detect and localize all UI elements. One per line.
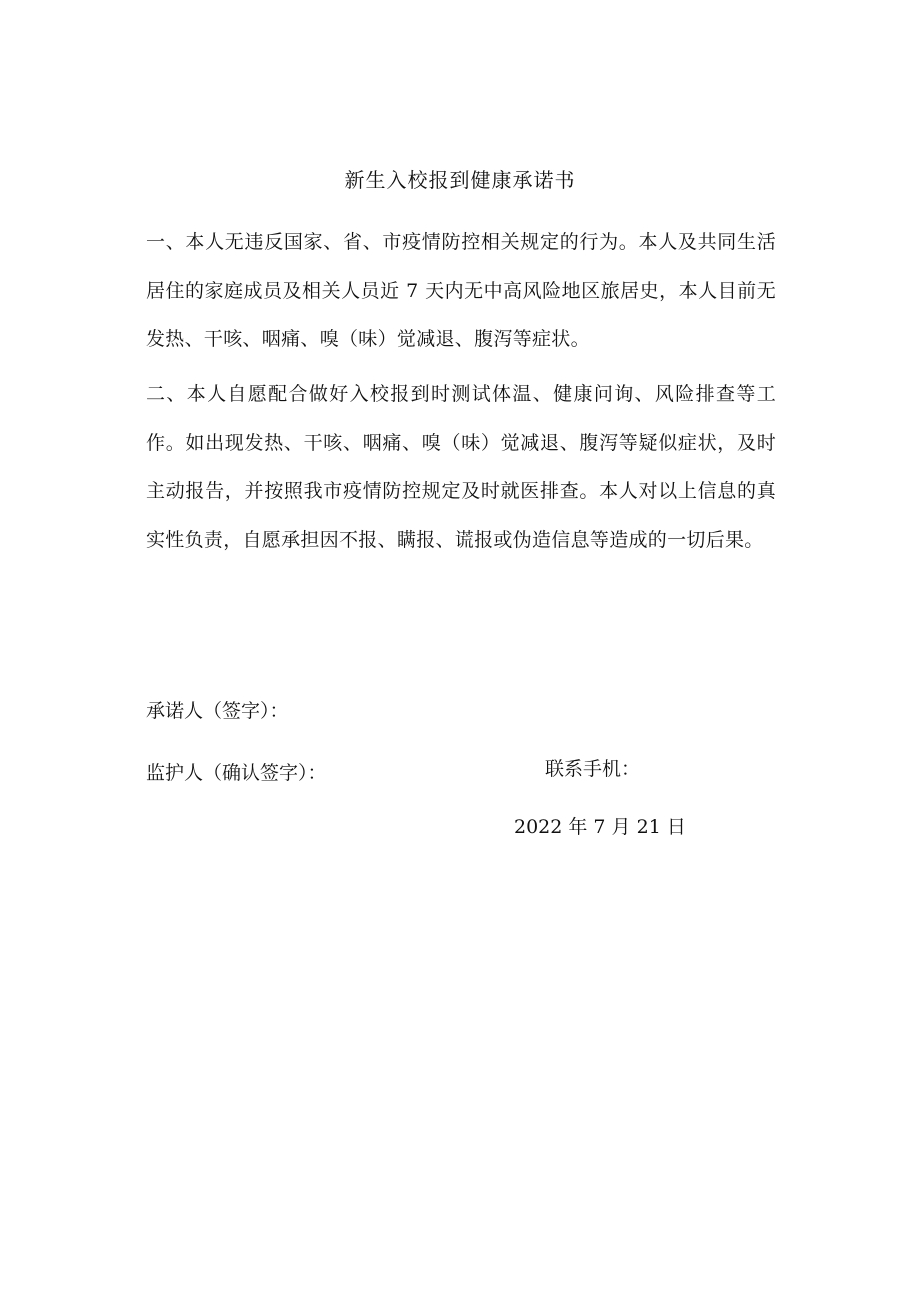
signing-date: 2022 年 7 月 21 日 — [514, 816, 686, 838]
commitment-paragraph-2: 二、本人自愿配合做好入校报到时测试体温、健康问询、风险排查等工作。如出现发热、干咳、咽痛、嗅（味）觉减退、腹泻等疑似症状，及时主动报告，并按照我市疫情防控规定及时就医排查。本人对以上信息的真实性负责，自愿承担因不报、瞒报、谎报或伪造信息等造成的一切后果。 — [146, 383, 776, 551]
promisor-signature-label: 承诺人（签字）： — [146, 700, 289, 722]
commitment-paragraph-1: 一、本人无违反国家、省、市疫情防控相关规定的行为。本人及共同生活居住的家庭成员及相关人员近 7 天内无中高风险地区旅居史，本人目前无发热、干咳、咽痛、嗅（味）觉减退、腹泻等症状。 — [146, 231, 776, 350]
guardian-signature-label: 监护人（确认签字）： — [146, 762, 327, 784]
document-title: 新生入校报到健康承诺书 — [344, 168, 576, 192]
contact-phone-label: 联系手机： — [545, 758, 641, 780]
